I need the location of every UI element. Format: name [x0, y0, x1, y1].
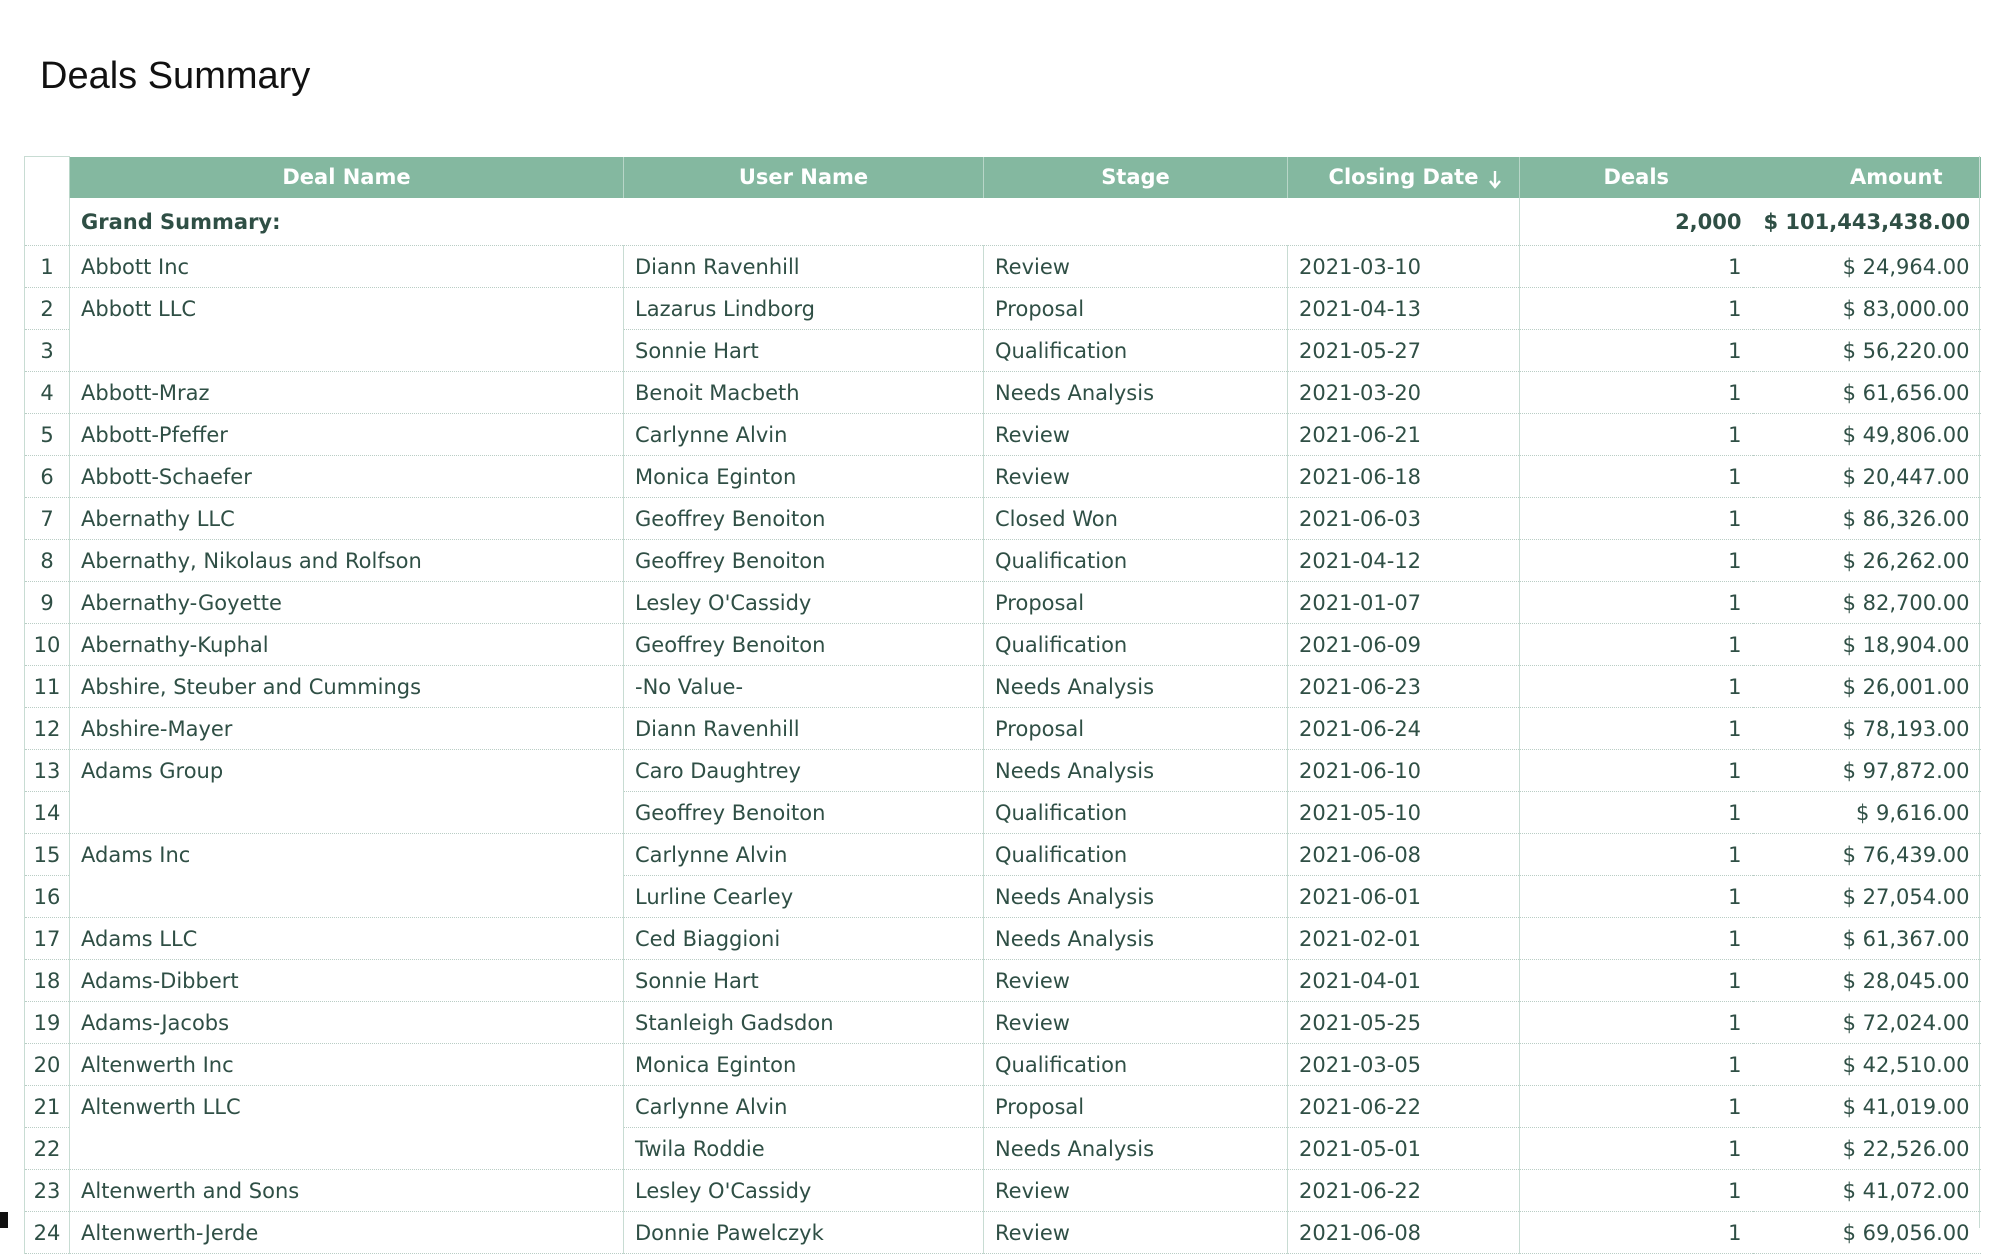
sort-descending-arrow-icon[interactable] [1487, 167, 1503, 191]
table-row[interactable] [25, 1170, 1981, 1212]
stage-cell: Qualification [984, 834, 1288, 876]
summary-empty-cell [624, 198, 984, 246]
amount-cell: $ 22,526.00 [1753, 1128, 1981, 1170]
column-header-closing-date[interactable] [1288, 157, 1520, 199]
user-name-cell: Carlynne Alvin [624, 1086, 984, 1128]
amount-cell: $ 20,447.00 [1753, 456, 1981, 498]
deal-name-cell: Adams Group [70, 750, 624, 792]
closing-date-cell: 2021-05-27 [1288, 330, 1520, 372]
user-name-cell: Lesley O'Cassidy [624, 582, 984, 624]
table-row[interactable] [25, 624, 1981, 666]
stage-cell: Qualification [984, 624, 1288, 666]
amount-cell: $ 86,326.00 [1753, 498, 1981, 540]
row-number: 4 [25, 372, 70, 414]
deal-name-cell: Abernathy, Nikolaus and Rolfson [70, 540, 624, 582]
deal-name-cell: Altenwerth and Sons [70, 1170, 624, 1212]
closing-date-cell: 2021-03-10 [1288, 246, 1520, 288]
table-row[interactable] [25, 1002, 1981, 1044]
deals-count-cell: 1 [1520, 1212, 1753, 1254]
deals-count-cell: 1 [1520, 834, 1753, 876]
user-name-cell: Benoit Macbeth [624, 372, 984, 414]
closing-date-cell: 2021-04-01 [1288, 960, 1520, 1002]
stage-cell: Review [984, 456, 1288, 498]
amount-cell: $ 41,072.00 [1753, 1170, 1981, 1212]
deals-count-cell: 1 [1520, 498, 1753, 540]
user-name-cell: Lurline Cearley [624, 876, 984, 918]
row-number: 21 [25, 1086, 70, 1128]
amount-cell: $ 41,019.00 [1753, 1086, 1981, 1128]
closing-date-cell: 2021-01-07 [1288, 582, 1520, 624]
row-number: 12 [25, 708, 70, 750]
stage-cell: Proposal [984, 582, 1288, 624]
row-number: 2 [25, 288, 70, 330]
user-name-cell: Sonnie Hart [624, 330, 984, 372]
deals-count-cell: 1 [1520, 456, 1753, 498]
deal-name-cell: Abshire-Mayer [70, 708, 624, 750]
summary-row-number [25, 198, 70, 246]
amount-cell: $ 61,656.00 [1753, 372, 1981, 414]
row-number: 8 [25, 540, 70, 582]
deal-name-cell: Altenwerth LLC [70, 1086, 624, 1128]
user-name-cell: -No Value- [624, 666, 984, 708]
user-name-cell: Stanleigh Gadsdon [624, 1002, 984, 1044]
column-header-deal-name[interactable]: Deal Name [70, 157, 624, 199]
deal-name-cell: Altenwerth Inc [70, 1044, 624, 1086]
row-number: 16 [25, 876, 70, 918]
amount-cell: $ 83,000.00 [1753, 288, 1981, 330]
row-number: 18 [25, 960, 70, 1002]
closing-date-cell: 2021-06-08 [1288, 834, 1520, 876]
stage-cell: Proposal [984, 708, 1288, 750]
table-row[interactable] [25, 960, 1981, 1002]
report-grid[interactable] [24, 156, 1980, 1245]
table-row[interactable] [25, 582, 1981, 624]
column-header-stage[interactable]: Stage [984, 157, 1288, 199]
stage-cell: Needs Analysis [984, 750, 1288, 792]
deal-name-cell: Adams-Jacobs [70, 1002, 624, 1044]
column-header-amount[interactable]: Amount [1753, 157, 1981, 199]
table-row[interactable] [25, 288, 1981, 330]
deals-count-cell: 1 [1520, 918, 1753, 960]
stage-cell: Qualification [984, 330, 1288, 372]
row-number: 6 [25, 456, 70, 498]
table-row[interactable] [25, 1044, 1981, 1086]
deal-name-cell: Abbott LLC [70, 288, 624, 330]
deal-name-cell [70, 330, 624, 372]
closing-date-label: Closing Date [1328, 165, 1479, 190]
amount-cell: $ 42,510.00 [1753, 1044, 1981, 1086]
deals-count-cell: 1 [1520, 330, 1753, 372]
table-row[interactable] [25, 834, 1981, 876]
amount-cell: $ 97,872.00 [1753, 750, 1981, 792]
user-name-cell: Sonnie Hart [624, 960, 984, 1002]
amount-cell: $ 28,045.00 [1753, 960, 1981, 1002]
table-row[interactable] [25, 1128, 1981, 1170]
deals-count-cell: 1 [1520, 414, 1753, 456]
amount-cell: $ 69,056.00 [1753, 1212, 1981, 1254]
closing-date-cell: 2021-06-23 [1288, 666, 1520, 708]
table-row[interactable] [25, 666, 1981, 708]
stage-cell: Review [984, 414, 1288, 456]
stage-cell: Qualification [984, 792, 1288, 834]
row-number: 19 [25, 1002, 70, 1044]
row-number: 3 [25, 330, 70, 372]
deal-name-cell: Abernathy LLC [70, 498, 624, 540]
row-number-header [25, 157, 70, 199]
deal-name-cell: Abshire, Steuber and Cummings [70, 666, 624, 708]
user-name-cell: Diann Ravenhill [624, 246, 984, 288]
table-row[interactable] [25, 372, 1981, 414]
row-number: 13 [25, 750, 70, 792]
closing-date-cell: 2021-04-13 [1288, 288, 1520, 330]
grid-border [1979, 156, 1980, 1228]
row-number: 10 [25, 624, 70, 666]
deals-count-cell: 1 [1520, 288, 1753, 330]
amount-cell: $ 82,700.00 [1753, 582, 1981, 624]
table-row[interactable] [25, 246, 1981, 288]
user-name-cell: Ced Biaggioni [624, 918, 984, 960]
amount-cell: $ 9,616.00 [1753, 792, 1981, 834]
row-number: 14 [25, 792, 70, 834]
stage-cell: Needs Analysis [984, 876, 1288, 918]
row-number: 24 [25, 1212, 70, 1254]
table-row[interactable] [25, 414, 1981, 456]
deal-name-cell [70, 792, 624, 834]
table-row[interactable] [25, 1086, 1981, 1128]
table-row[interactable] [25, 498, 1981, 540]
deal-name-cell: Adams Inc [70, 834, 624, 876]
table-row[interactable] [25, 456, 1981, 498]
deals-count-cell: 1 [1520, 1044, 1753, 1086]
table-row[interactable] [25, 1212, 1981, 1254]
amount-cell: $ 18,904.00 [1753, 624, 1981, 666]
closing-date-cell: 2021-03-05 [1288, 1044, 1520, 1086]
amount-cell: $ 27,054.00 [1753, 876, 1981, 918]
closing-date-cell: 2021-06-08 [1288, 1212, 1520, 1254]
deals-count-cell: 1 [1520, 1170, 1753, 1212]
stage-cell: Review [984, 1002, 1288, 1044]
user-name-cell: Carlynne Alvin [624, 834, 984, 876]
grand-summary-deals: 2,000 [1520, 198, 1753, 246]
amount-cell: $ 26,001.00 [1753, 666, 1981, 708]
summary-empty-cell [1288, 198, 1520, 246]
table-row[interactable] [25, 792, 1981, 834]
row-number: 9 [25, 582, 70, 624]
closing-date-cell: 2021-06-21 [1288, 414, 1520, 456]
closing-date-cell: 2021-06-01 [1288, 876, 1520, 918]
amount-cell: $ 76,439.00 [1753, 834, 1981, 876]
column-header-user-name[interactable]: User Name [624, 157, 984, 199]
user-name-cell: Carlynne Alvin [624, 414, 984, 456]
table-row[interactable] [25, 708, 1981, 750]
amount-cell: $ 49,806.00 [1753, 414, 1981, 456]
summary-empty-cell [984, 198, 1288, 246]
deals-count-cell: 1 [1520, 582, 1753, 624]
table-row[interactable] [25, 918, 1981, 960]
deal-name-cell: Abernathy-Goyette [70, 582, 624, 624]
user-name-cell: Donnie Pawelczyk [624, 1212, 984, 1254]
deals-count-cell: 1 [1520, 960, 1753, 1002]
deals-count-cell: 1 [1520, 708, 1753, 750]
closing-date-cell: 2021-06-09 [1288, 624, 1520, 666]
header-row [25, 157, 1981, 199]
user-name-cell: Lesley O'Cassidy [624, 1170, 984, 1212]
deals-count-cell: 1 [1520, 246, 1753, 288]
closing-date-cell: 2021-06-18 [1288, 456, 1520, 498]
user-name-cell: Caro Daughtrey [624, 750, 984, 792]
deal-name-cell: Abernathy-Kuphal [70, 624, 624, 666]
amount-cell: $ 26,262.00 [1753, 540, 1981, 582]
deals-count-cell: 1 [1520, 666, 1753, 708]
row-number: 20 [25, 1044, 70, 1086]
table-row[interactable] [25, 876, 1981, 918]
stage-cell: Review [984, 1212, 1288, 1254]
deal-name-cell: Abbott-Mraz [70, 372, 624, 414]
deal-name-cell: Adams LLC [70, 918, 624, 960]
deals-count-cell: 1 [1520, 876, 1753, 918]
deals-count-cell: 1 [1520, 372, 1753, 414]
row-number: 7 [25, 498, 70, 540]
user-name-cell: Geoffrey Benoiton [624, 498, 984, 540]
amount-cell: $ 56,220.00 [1753, 330, 1981, 372]
column-header-deals[interactable]: Deals [1520, 157, 1753, 199]
scroll-indicator [0, 1212, 8, 1228]
row-number: 23 [25, 1170, 70, 1212]
user-name-cell: Diann Ravenhill [624, 708, 984, 750]
deal-name-cell: Abbott-Schaefer [70, 456, 624, 498]
stage-cell: Review [984, 1170, 1288, 1212]
deals-count-cell: 1 [1520, 540, 1753, 582]
grand-summary-row [25, 198, 1981, 246]
row-number: 22 [25, 1128, 70, 1170]
stage-cell: Review [984, 246, 1288, 288]
grand-summary-amount: $ 101,443,438.00 [1753, 198, 1981, 246]
closing-date-cell: 2021-05-01 [1288, 1128, 1520, 1170]
closing-date-cell: 2021-03-20 [1288, 372, 1520, 414]
table-row[interactable] [25, 330, 1981, 372]
deal-name-cell [70, 876, 624, 918]
stage-cell: Qualification [984, 1044, 1288, 1086]
deals-count-cell: 1 [1520, 624, 1753, 666]
deal-name-cell: Abbott Inc [70, 246, 624, 288]
row-number: 5 [25, 414, 70, 456]
closing-date-cell: 2021-06-22 [1288, 1086, 1520, 1128]
stage-cell: Needs Analysis [984, 372, 1288, 414]
closing-date-cell: 2021-02-01 [1288, 918, 1520, 960]
user-name-cell: Geoffrey Benoiton [624, 792, 984, 834]
deal-name-cell: Altenwerth-Jerde [70, 1212, 624, 1254]
stage-cell: Closed Won [984, 498, 1288, 540]
user-name-cell: Monica Eginton [624, 1044, 984, 1086]
amount-cell: $ 72,024.00 [1753, 1002, 1981, 1044]
stage-cell: Needs Analysis [984, 666, 1288, 708]
page-title: Deals Summary [40, 55, 311, 97]
deals-table [24, 156, 1981, 1254]
row-number: 11 [25, 666, 70, 708]
closing-date-cell: 2021-05-25 [1288, 1002, 1520, 1044]
deals-count-cell: 1 [1520, 1128, 1753, 1170]
row-number: 15 [25, 834, 70, 876]
user-name-cell: Geoffrey Benoiton [624, 540, 984, 582]
user-name-cell: Geoffrey Benoiton [624, 624, 984, 666]
closing-date-cell: 2021-04-12 [1288, 540, 1520, 582]
deal-name-cell [70, 1128, 624, 1170]
deal-name-cell: Adams-Dibbert [70, 960, 624, 1002]
deal-name-cell: Abbott-Pfeffer [70, 414, 624, 456]
amount-cell: $ 61,367.00 [1753, 918, 1981, 960]
stage-cell: Needs Analysis [984, 1128, 1288, 1170]
row-number: 1 [25, 246, 70, 288]
closing-date-cell: 2021-06-24 [1288, 708, 1520, 750]
closing-date-cell: 2021-06-03 [1288, 498, 1520, 540]
table-row[interactable] [25, 750, 1981, 792]
grand-summary-label: Grand Summary: [70, 198, 624, 246]
table-row[interactable] [25, 540, 1981, 582]
closing-date-cell: 2021-05-10 [1288, 792, 1520, 834]
amount-cell: $ 78,193.00 [1753, 708, 1981, 750]
closing-date-cell: 2021-06-10 [1288, 750, 1520, 792]
user-name-cell: Twila Roddie [624, 1128, 984, 1170]
deals-count-cell: 1 [1520, 1002, 1753, 1044]
deals-count-cell: 1 [1520, 1086, 1753, 1128]
stage-cell: Proposal [984, 288, 1288, 330]
row-number: 17 [25, 918, 70, 960]
user-name-cell: Lazarus Lindborg [624, 288, 984, 330]
stage-cell: Review [984, 960, 1288, 1002]
stage-cell: Needs Analysis [984, 918, 1288, 960]
stage-cell: Qualification [984, 540, 1288, 582]
stage-cell: Proposal [984, 1086, 1288, 1128]
deals-count-cell: 1 [1520, 792, 1753, 834]
deals-count-cell: 1 [1520, 750, 1753, 792]
amount-cell: $ 24,964.00 [1753, 246, 1981, 288]
user-name-cell: Monica Eginton [624, 456, 984, 498]
closing-date-cell: 2021-06-22 [1288, 1170, 1520, 1212]
